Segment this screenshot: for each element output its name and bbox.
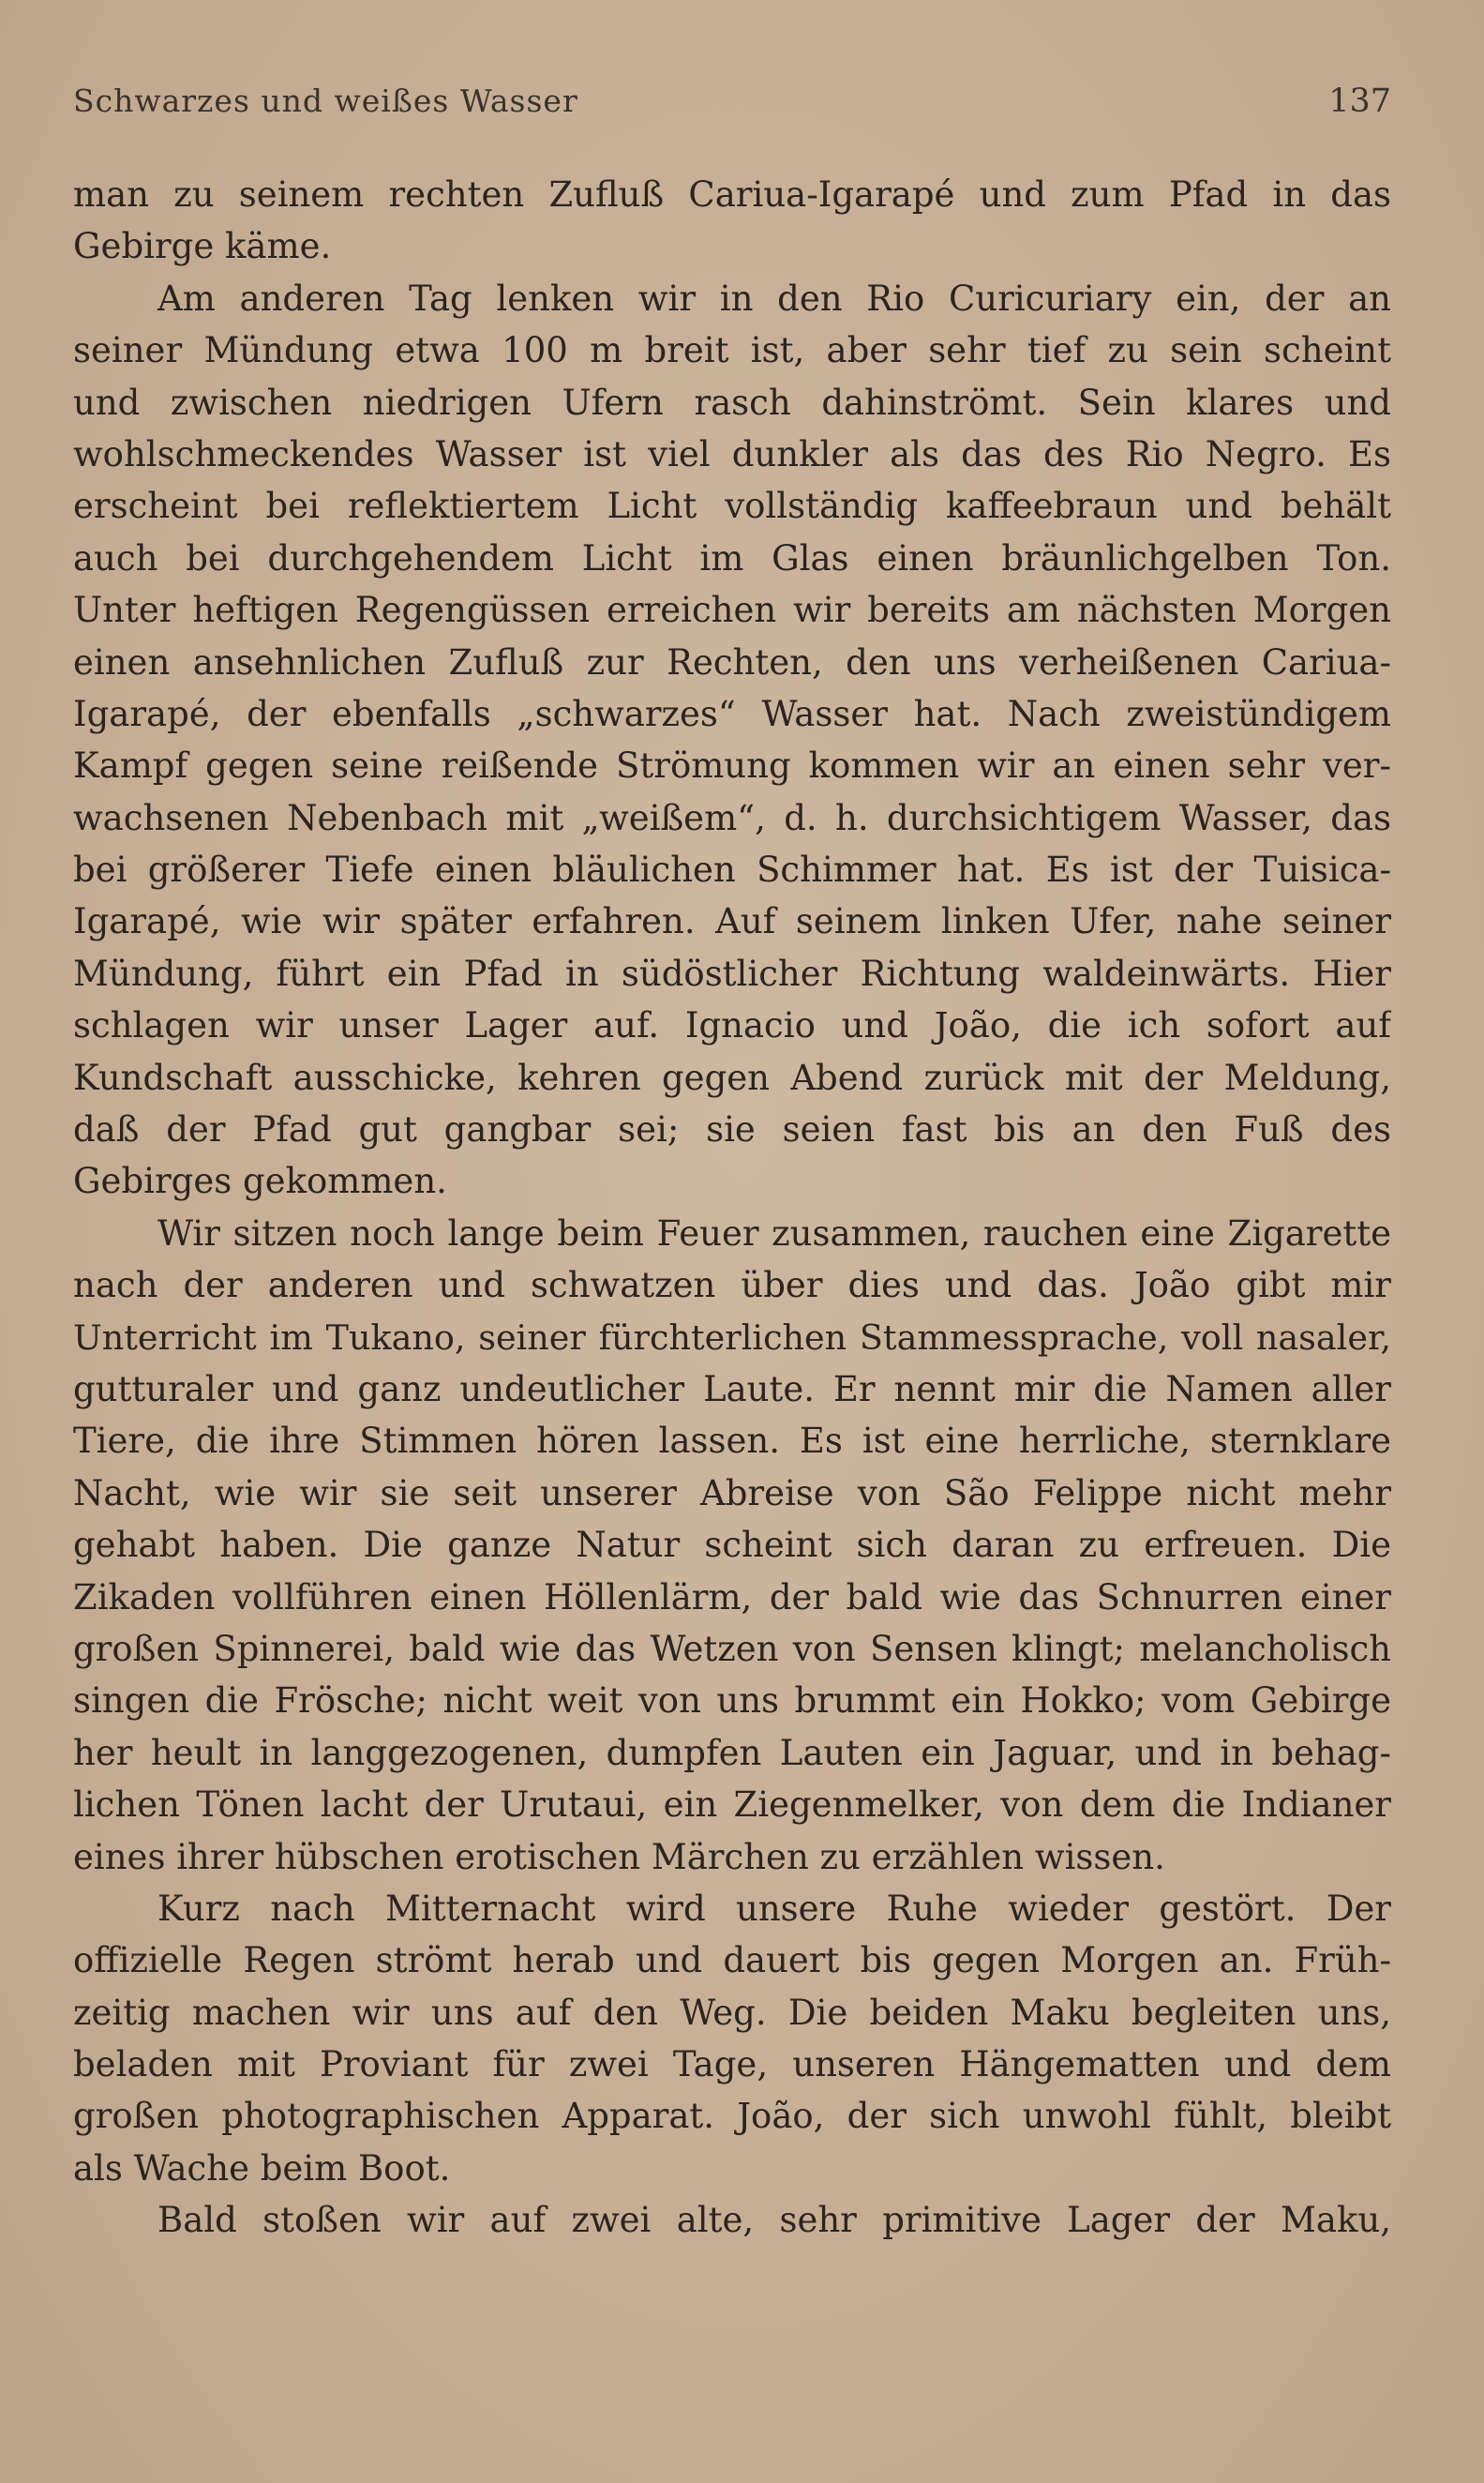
text-line: als Wache beim Boot. bbox=[73, 2147, 451, 2189]
text-line: Tiere, die ihre Stimmen hören lassen. Es ist eine herrliche, sternklare bbox=[73, 1421, 1391, 1462]
text-line: erscheint bei reflektiertem Licht vollständig kaffeebraun und behält bbox=[73, 486, 1391, 527]
text-line: schlagen wir unser Lager auf. Ignacio und João, die ich sofort auf bbox=[73, 1005, 1391, 1046]
text-line: wachsenen Nebenbach mit „weißem“, d. h. durchsichtigem Wasser, das bbox=[73, 797, 1391, 838]
text-line: nach der anderen und schwatzen über dies und das. João gibt mir bbox=[73, 1265, 1391, 1306]
text-line: Nacht, wie wir sie seit unserer Abreise von São Felippe nicht mehr bbox=[73, 1472, 1391, 1513]
text-line: gutturaler und ganz undeutlicher Laute. Er nennt mir die Namen aller bbox=[73, 1368, 1391, 1409]
running-head bbox=[73, 83, 1391, 129]
text-line: Kurz nach Mitternacht wird unsere Ruhe wieder gestört. Der bbox=[157, 1888, 1391, 1929]
text-line: Kampf gegen seine reißende Strömung kommen wir an einen sehr ver- bbox=[73, 745, 1391, 787]
text-line: Igarapé, der ebenfalls „schwarzes“ Wasser hat. Nach zweistündigem bbox=[73, 693, 1391, 734]
text-line: bei größerer Tiefe einen bläulichen Schimmer hat. Es ist der Tuisica- bbox=[73, 850, 1391, 891]
running-title: Schwarzes und weißes Wasser bbox=[73, 83, 578, 119]
text-line: Unter heftigen Regengüssen erreichen wir bereits am nächsten Morgen bbox=[73, 590, 1391, 631]
text-line: auch bei durchgehendem Licht im Glas einen bräunlichgelben Ton. bbox=[73, 537, 1391, 579]
body-text bbox=[73, 169, 1391, 2247]
text-line: lichen Tönen lacht der Urutaui, ein Ziegenmelker, von dem die Indianer bbox=[73, 1784, 1391, 1826]
text-line: daß der Pfad gut gangbar sei; sie seien fast bis an den Fuß des bbox=[73, 1109, 1391, 1151]
text-line: gehabt haben. Die ganze Natur scheint sich daran zu erfreuen. Die bbox=[73, 1525, 1391, 1566]
text-line: einen ansehnlichen Zufluß zur Rechten, den uns verheißenen Cariua- bbox=[73, 641, 1391, 683]
text-line: singen die Frösche; nicht weit von uns brummt ein Hokko; vom Gebirge bbox=[73, 1680, 1391, 1722]
text-line: Gebirges gekommen. bbox=[73, 1161, 447, 1202]
text-line: Zikaden vollführen einen Höllenlärm, der bald wie das Schnurren einer bbox=[73, 1576, 1391, 1618]
text-line: Gebirge käme. bbox=[73, 226, 332, 267]
text-line: Kundschaft ausschicke, kehren gegen Abend zurück mit der Meldung, bbox=[73, 1057, 1391, 1098]
text-line: Wir sitzen noch lange beim Feuer zusammen, rauchen eine Zigarette bbox=[157, 1212, 1391, 1254]
text-line: Bald stoßen wir auf zwei alte, sehr primitive Lager der Maku, bbox=[157, 2200, 1391, 2241]
text-line: großen Spinnerei, bald wie das Wetzen von Sensen klingt; melancholisch bbox=[73, 1628, 1391, 1669]
page-number: 137 bbox=[1328, 83, 1391, 120]
text-line: her heult in langgezogenen, dumpfen Lauten ein Jaguar, und in behag- bbox=[73, 1732, 1391, 1773]
text-line: Unterricht im Tukano, seiner fürchterlichen Stammessprache, voll nasaler, bbox=[73, 1317, 1391, 1358]
text-line: beladen mit Proviant für zwei Tage, unseren Hängematten und dem bbox=[73, 2044, 1391, 2085]
text-line: zeitig machen wir uns auf den Weg. Die beiden Maku begleiten uns, bbox=[73, 1992, 1391, 2033]
text-line: Am anderen Tag lenken wir in den Rio Curicuriary ein, der an bbox=[157, 278, 1391, 319]
text-line: seiner Mündung etwa 100 m breit ist, aber sehr tief zu sein scheint bbox=[73, 330, 1391, 371]
text-line: Igarapé, wie wir später erfahren. Auf seinem linken Ufer, nahe seiner bbox=[73, 901, 1391, 942]
text-line: wohlschmeckendes Wasser ist viel dunkler als das des Rio Negro. Es bbox=[73, 433, 1391, 474]
text-line: offizielle Regen strömt herab und dauert bis gegen Morgen an. Früh- bbox=[73, 1940, 1391, 1981]
text-line: Mündung, führt ein Pfad in südöstlicher Richtung waldeinwärts. Hier bbox=[73, 953, 1391, 994]
text-line: eines ihrer hübschen erotischen Märchen zu erzählen wissen. bbox=[73, 1836, 1165, 1877]
text-line: und zwischen niedrigen Ufern rasch dahinströmt. Sein klares und bbox=[73, 382, 1391, 423]
text-line: man zu seinem rechten Zufluß Cariua-Igarapé und zum Pfad in das bbox=[73, 174, 1391, 215]
text-line: großen photographischen Apparat. João, der sich unwohl fühlt, bleibt bbox=[73, 2096, 1391, 2137]
